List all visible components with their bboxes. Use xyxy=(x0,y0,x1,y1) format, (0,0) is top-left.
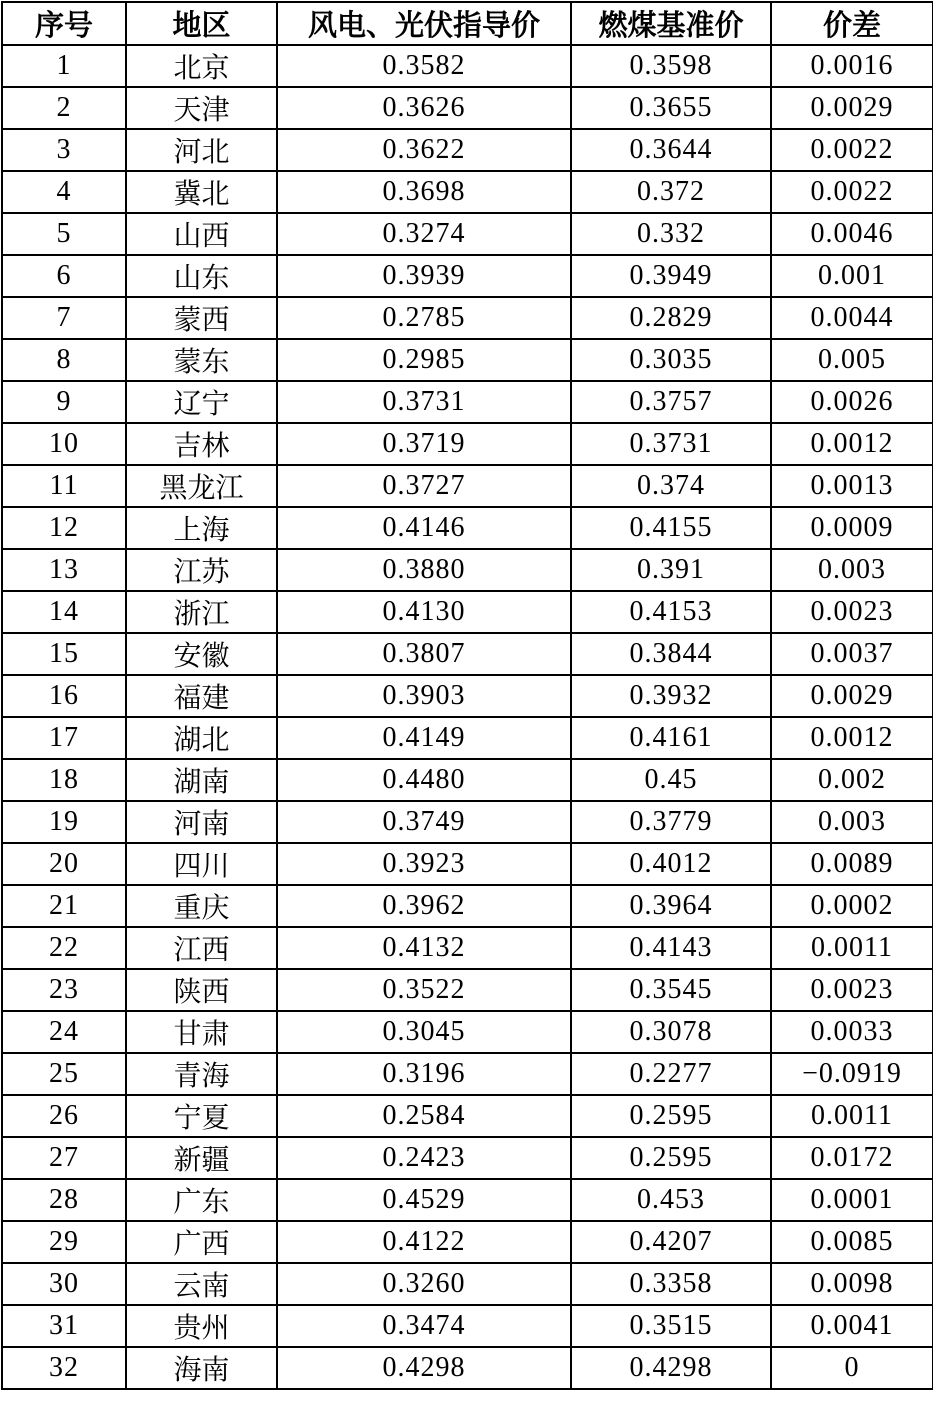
cell-coal-benchmark-price: 0.3598 xyxy=(571,45,771,87)
cell-index: 16 xyxy=(2,675,126,717)
cell-guide-price: 0.3582 xyxy=(277,45,571,87)
cell-coal-benchmark-price: 0.3949 xyxy=(571,255,771,297)
cell-index: 5 xyxy=(2,213,126,255)
cell-guide-price: 0.4146 xyxy=(277,507,571,549)
cell-index: 13 xyxy=(2,549,126,591)
cell-index: 23 xyxy=(2,969,126,1011)
column-header-price-diff: 价差 xyxy=(771,2,933,45)
cell-region: 辽宁 xyxy=(126,381,277,423)
cell-region: 上海 xyxy=(126,507,277,549)
table-row xyxy=(2,339,933,381)
table-row xyxy=(2,1137,933,1179)
cell-coal-benchmark-price: 0.332 xyxy=(571,213,771,255)
cell-region: 天津 xyxy=(126,87,277,129)
table-row xyxy=(2,843,933,885)
cell-coal-benchmark-price: 0.4161 xyxy=(571,717,771,759)
table-row xyxy=(2,633,933,675)
cell-region: 甘肃 xyxy=(126,1011,277,1053)
cell-guide-price: 0.3962 xyxy=(277,885,571,927)
table-row xyxy=(2,45,933,87)
cell-guide-price: 0.3626 xyxy=(277,87,571,129)
cell-guide-price: 0.3260 xyxy=(277,1263,571,1305)
cell-index: 2 xyxy=(2,87,126,129)
cell-coal-benchmark-price: 0.2277 xyxy=(571,1053,771,1095)
cell-guide-price: 0.3045 xyxy=(277,1011,571,1053)
cell-index: 14 xyxy=(2,591,126,633)
cell-price-diff: 0.0026 xyxy=(771,381,933,423)
cell-coal-benchmark-price: 0.3644 xyxy=(571,129,771,171)
column-header-guide-price: 风电、光伏指导价 xyxy=(277,2,571,45)
table-row xyxy=(2,129,933,171)
table-row xyxy=(2,1221,933,1263)
table-row xyxy=(2,213,933,255)
cell-guide-price: 0.2423 xyxy=(277,1137,571,1179)
table-row xyxy=(2,507,933,549)
cell-guide-price: 0.4529 xyxy=(277,1179,571,1221)
cell-coal-benchmark-price: 0.45 xyxy=(571,759,771,801)
table-row xyxy=(2,759,933,801)
cell-price-diff: 0.0172 xyxy=(771,1137,933,1179)
cell-coal-benchmark-price: 0.2595 xyxy=(571,1137,771,1179)
cell-price-diff: 0.0022 xyxy=(771,171,933,213)
cell-index: 9 xyxy=(2,381,126,423)
cell-price-diff: 0.0033 xyxy=(771,1011,933,1053)
cell-region: 贵州 xyxy=(126,1305,277,1347)
cell-guide-price: 0.3196 xyxy=(277,1053,571,1095)
cell-coal-benchmark-price: 0.3731 xyxy=(571,423,771,465)
table-row xyxy=(2,885,933,927)
cell-index: 26 xyxy=(2,1095,126,1137)
cell-coal-benchmark-price: 0.3655 xyxy=(571,87,771,129)
cell-guide-price: 0.4149 xyxy=(277,717,571,759)
table-row xyxy=(2,1179,933,1221)
cell-price-diff: 0.0089 xyxy=(771,843,933,885)
table-row xyxy=(2,171,933,213)
cell-guide-price: 0.4298 xyxy=(277,1347,571,1389)
cell-coal-benchmark-price: 0.2829 xyxy=(571,297,771,339)
cell-index: 18 xyxy=(2,759,126,801)
cell-guide-price: 0.4480 xyxy=(277,759,571,801)
cell-guide-price: 0.3622 xyxy=(277,129,571,171)
cell-guide-price: 0.3923 xyxy=(277,843,571,885)
cell-region: 河南 xyxy=(126,801,277,843)
cell-index: 22 xyxy=(2,927,126,969)
cell-coal-benchmark-price: 0.4298 xyxy=(571,1347,771,1389)
cell-region: 福建 xyxy=(126,675,277,717)
cell-price-diff: 0.0012 xyxy=(771,717,933,759)
table-row xyxy=(2,1053,933,1095)
cell-region: 安徽 xyxy=(126,633,277,675)
cell-price-diff: 0.0002 xyxy=(771,885,933,927)
cell-coal-benchmark-price: 0.3515 xyxy=(571,1305,771,1347)
cell-coal-benchmark-price: 0.4153 xyxy=(571,591,771,633)
cell-guide-price: 0.4122 xyxy=(277,1221,571,1263)
cell-index: 17 xyxy=(2,717,126,759)
cell-coal-benchmark-price: 0.3757 xyxy=(571,381,771,423)
cell-price-diff: 0.0098 xyxy=(771,1263,933,1305)
cell-index: 28 xyxy=(2,1179,126,1221)
cell-price-diff: 0.0012 xyxy=(771,423,933,465)
table-row xyxy=(2,1263,933,1305)
cell-region: 浙江 xyxy=(126,591,277,633)
cell-price-diff: 0.0001 xyxy=(771,1179,933,1221)
cell-coal-benchmark-price: 0.4143 xyxy=(571,927,771,969)
table-row xyxy=(2,423,933,465)
cell-coal-benchmark-price: 0.2595 xyxy=(571,1095,771,1137)
cell-index: 11 xyxy=(2,465,126,507)
cell-region: 海南 xyxy=(126,1347,277,1389)
cell-index: 31 xyxy=(2,1305,126,1347)
cell-guide-price: 0.2985 xyxy=(277,339,571,381)
cell-index: 27 xyxy=(2,1137,126,1179)
cell-index: 12 xyxy=(2,507,126,549)
cell-index: 20 xyxy=(2,843,126,885)
table-row xyxy=(2,87,933,129)
cell-price-diff: 0.0029 xyxy=(771,87,933,129)
cell-region: 新疆 xyxy=(126,1137,277,1179)
cell-price-diff: 0.005 xyxy=(771,339,933,381)
cell-coal-benchmark-price: 0.3358 xyxy=(571,1263,771,1305)
cell-price-diff: 0.0016 xyxy=(771,45,933,87)
table-row xyxy=(2,549,933,591)
cell-index: 6 xyxy=(2,255,126,297)
cell-index: 32 xyxy=(2,1347,126,1389)
cell-index: 19 xyxy=(2,801,126,843)
cell-index: 24 xyxy=(2,1011,126,1053)
cell-region: 广西 xyxy=(126,1221,277,1263)
cell-index: 29 xyxy=(2,1221,126,1263)
cell-index: 1 xyxy=(2,45,126,87)
cell-guide-price: 0.3698 xyxy=(277,171,571,213)
cell-region: 陕西 xyxy=(126,969,277,1011)
cell-price-diff: 0.001 xyxy=(771,255,933,297)
cell-coal-benchmark-price: 0.3932 xyxy=(571,675,771,717)
cell-coal-benchmark-price: 0.374 xyxy=(571,465,771,507)
cell-region: 青海 xyxy=(126,1053,277,1095)
table-row xyxy=(2,927,933,969)
cell-price-diff: 0.0011 xyxy=(771,1095,933,1137)
cell-price-diff: 0.0085 xyxy=(771,1221,933,1263)
table-row xyxy=(2,465,933,507)
cell-price-diff: 0.0022 xyxy=(771,129,933,171)
cell-price-diff: 0 xyxy=(771,1347,933,1389)
column-header-coal-benchmark-price: 燃煤基准价 xyxy=(571,2,771,45)
table-row xyxy=(2,1011,933,1053)
cell-price-diff: 0.0023 xyxy=(771,591,933,633)
cell-region: 宁夏 xyxy=(126,1095,277,1137)
cell-region: 冀北 xyxy=(126,171,277,213)
cell-price-diff: −0.0919 xyxy=(771,1053,933,1095)
cell-price-diff: 0.0023 xyxy=(771,969,933,1011)
cell-coal-benchmark-price: 0.4012 xyxy=(571,843,771,885)
table-row xyxy=(2,381,933,423)
table-row xyxy=(2,801,933,843)
table-row xyxy=(2,591,933,633)
cell-coal-benchmark-price: 0.372 xyxy=(571,171,771,213)
cell-region: 河北 xyxy=(126,129,277,171)
cell-price-diff: 0.0011 xyxy=(771,927,933,969)
price-table xyxy=(1,1,933,1390)
cell-price-diff: 0.0044 xyxy=(771,297,933,339)
cell-index: 7 xyxy=(2,297,126,339)
cell-guide-price: 0.2785 xyxy=(277,297,571,339)
cell-coal-benchmark-price: 0.3964 xyxy=(571,885,771,927)
cell-region: 黑龙江 xyxy=(126,465,277,507)
cell-guide-price: 0.3474 xyxy=(277,1305,571,1347)
cell-guide-price: 0.3522 xyxy=(277,969,571,1011)
cell-guide-price: 0.3903 xyxy=(277,675,571,717)
cell-coal-benchmark-price: 0.3035 xyxy=(571,339,771,381)
cell-price-diff: 0.0013 xyxy=(771,465,933,507)
cell-guide-price: 0.3727 xyxy=(277,465,571,507)
cell-region: 重庆 xyxy=(126,885,277,927)
table-row xyxy=(2,675,933,717)
cell-price-diff: 0.002 xyxy=(771,759,933,801)
cell-region: 蒙东 xyxy=(126,339,277,381)
cell-coal-benchmark-price: 0.3779 xyxy=(571,801,771,843)
cell-region: 山东 xyxy=(126,255,277,297)
cell-price-diff: 0.003 xyxy=(771,549,933,591)
cell-index: 21 xyxy=(2,885,126,927)
table-header xyxy=(2,2,933,45)
cell-guide-price: 0.3749 xyxy=(277,801,571,843)
cell-region: 山西 xyxy=(126,213,277,255)
cell-guide-price: 0.3880 xyxy=(277,549,571,591)
cell-region: 云南 xyxy=(126,1263,277,1305)
cell-index: 3 xyxy=(2,129,126,171)
table-row xyxy=(2,1095,933,1137)
cell-guide-price: 0.3719 xyxy=(277,423,571,465)
cell-index: 8 xyxy=(2,339,126,381)
cell-index: 30 xyxy=(2,1263,126,1305)
cell-region: 北京 xyxy=(126,45,277,87)
table-body xyxy=(2,45,933,1389)
cell-region: 吉林 xyxy=(126,423,277,465)
column-header-region: 地区 xyxy=(126,2,277,45)
table-row xyxy=(2,717,933,759)
cell-guide-price: 0.3731 xyxy=(277,381,571,423)
table-row xyxy=(2,1347,933,1389)
cell-guide-price: 0.4132 xyxy=(277,927,571,969)
cell-guide-price: 0.3807 xyxy=(277,633,571,675)
cell-guide-price: 0.3274 xyxy=(277,213,571,255)
table-row xyxy=(2,969,933,1011)
cell-price-diff: 0.0009 xyxy=(771,507,933,549)
cell-coal-benchmark-price: 0.3078 xyxy=(571,1011,771,1053)
cell-region: 四川 xyxy=(126,843,277,885)
cell-price-diff: 0.003 xyxy=(771,801,933,843)
cell-index: 4 xyxy=(2,171,126,213)
cell-region: 蒙西 xyxy=(126,297,277,339)
cell-region: 广东 xyxy=(126,1179,277,1221)
cell-guide-price: 0.4130 xyxy=(277,591,571,633)
cell-coal-benchmark-price: 0.4207 xyxy=(571,1221,771,1263)
cell-coal-benchmark-price: 0.3545 xyxy=(571,969,771,1011)
cell-region: 江苏 xyxy=(126,549,277,591)
cell-guide-price: 0.2584 xyxy=(277,1095,571,1137)
cell-index: 25 xyxy=(2,1053,126,1095)
table-row xyxy=(2,1305,933,1347)
cell-coal-benchmark-price: 0.453 xyxy=(571,1179,771,1221)
table-row xyxy=(2,255,933,297)
cell-index: 15 xyxy=(2,633,126,675)
cell-price-diff: 0.0037 xyxy=(771,633,933,675)
header-row xyxy=(2,2,933,45)
cell-coal-benchmark-price: 0.391 xyxy=(571,549,771,591)
column-header-index: 序号 xyxy=(2,2,126,45)
table-row xyxy=(2,297,933,339)
cell-coal-benchmark-price: 0.4155 xyxy=(571,507,771,549)
cell-guide-price: 0.3939 xyxy=(277,255,571,297)
cell-region: 湖北 xyxy=(126,717,277,759)
cell-region: 湖南 xyxy=(126,759,277,801)
cell-price-diff: 0.0046 xyxy=(771,213,933,255)
cell-price-diff: 0.0029 xyxy=(771,675,933,717)
cell-price-diff: 0.0041 xyxy=(771,1305,933,1347)
cell-coal-benchmark-price: 0.3844 xyxy=(571,633,771,675)
cell-region: 江西 xyxy=(126,927,277,969)
cell-index: 10 xyxy=(2,423,126,465)
